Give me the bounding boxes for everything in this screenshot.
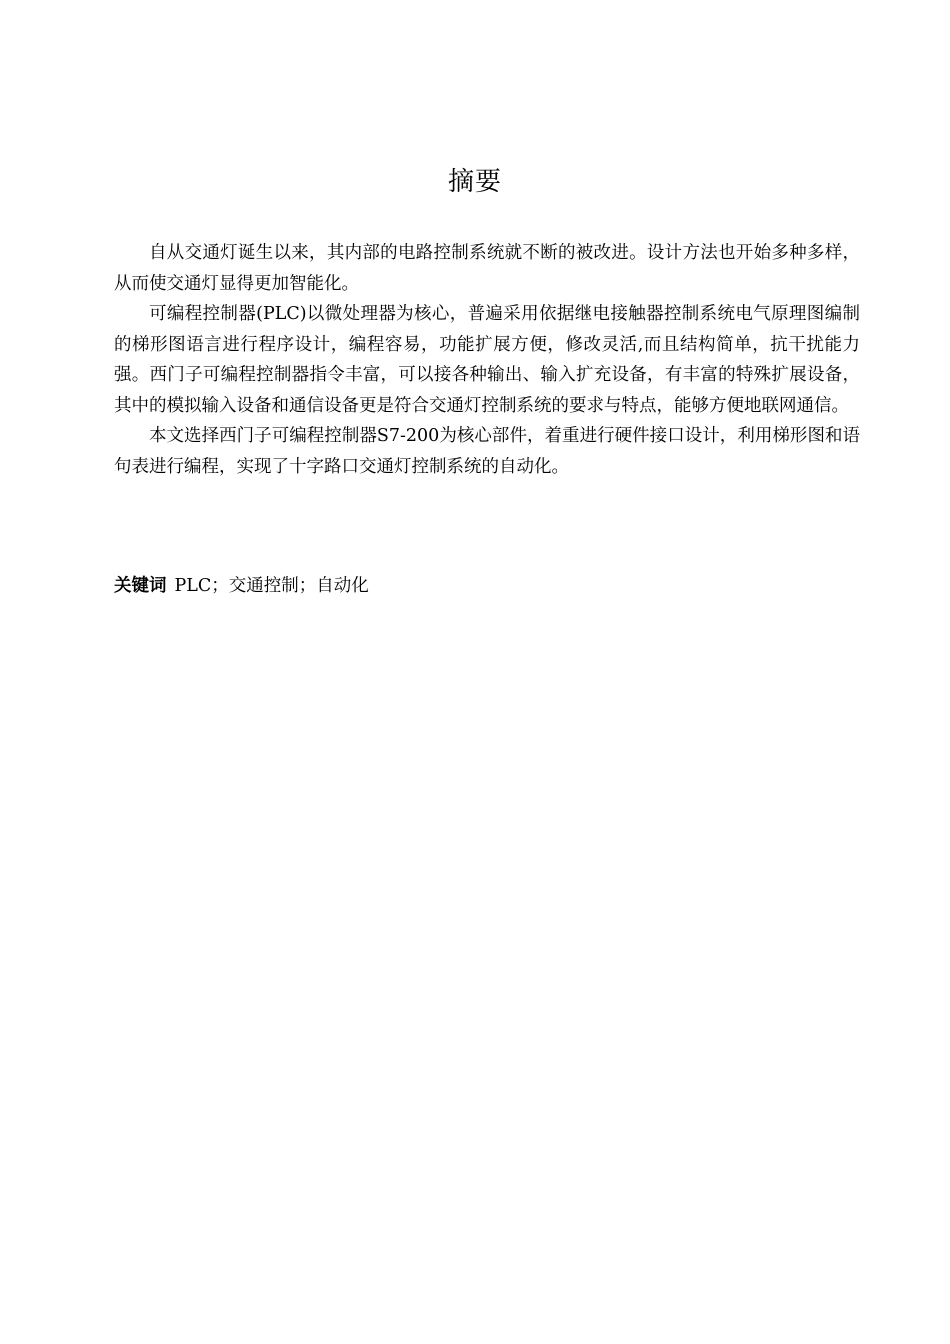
keywords-value: PLC；交通控制；自动化: [174, 576, 369, 596]
abstract-paragraph-1: 自从交通灯诞生以来，其内部的电路控制系统就不断的被改进。设计方法也开始多种多样，从而使交通灯显得更加智能化。: [114, 243, 860, 294]
abstract-paragraph-2: 可编程控制器(PLC)以微处理器为核心，普遍采用依据继电接触器控制系统电气原理图编制的梯形图语言进行程序设计，编程容易，功能扩展方便，修改灵活,而且结构简单，抗干扰能力强。西门子可编程控制器指令丰富，可以接各种输出、输入扩充设备，有丰富的特殊扩展设备，其中的模拟输入设备和通信设备更是符合交通灯控制系统的要求与特点，能够方便地联网通信。: [114, 304, 860, 416]
abstract-body: [114, 238, 860, 482]
abstract-title: 摘要: [447, 167, 502, 197]
keywords-label: 关键词: [114, 576, 167, 596]
keywords-line: [114, 571, 860, 601]
abstract-paragraph-3: 本文选择西门子可编程控制器S7-200为核心部件，着重进行硬件接口设计，利用梯形图和语句表进行编程，实现了十字路口交通灯控制系统的自动化。: [114, 426, 860, 477]
